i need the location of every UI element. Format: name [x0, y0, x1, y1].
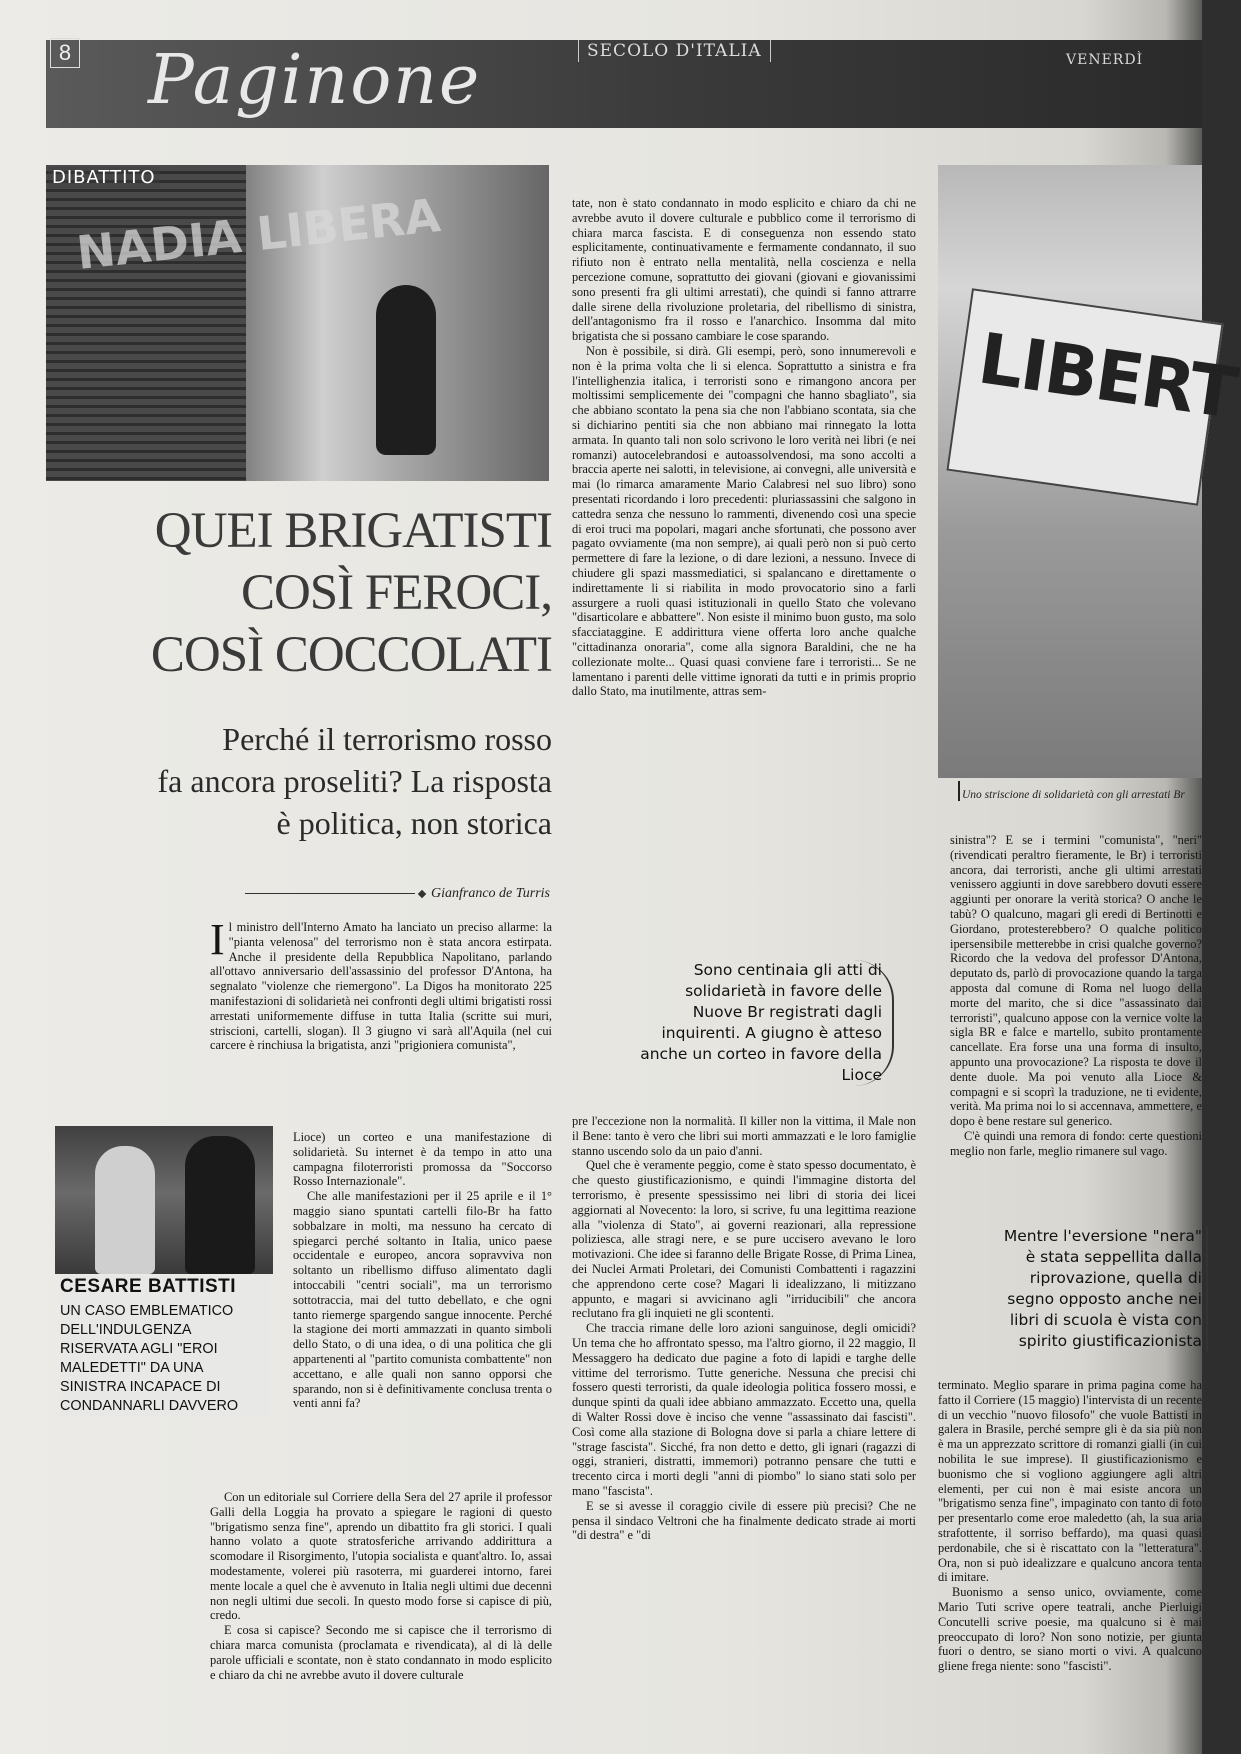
subhead-line: è politica, non storica [276, 805, 552, 841]
article-column-3-top [950, 833, 1202, 1158]
banner-photo [938, 165, 1241, 778]
publication-name: SECOLO D'ITALIA [578, 40, 771, 62]
article-paragraph: Lioce) un corteo e una manifestazione di solidarietà. Su internet è da tempo in atto una campagna filoterroristi promossa da "Soccorso Rosso Internazionale". [293, 1130, 552, 1189]
battisti-photo [55, 1126, 273, 1274]
drop-cap: I [210, 915, 225, 964]
pullquote-solidarity: Sono centinaia gli atti di solidarietà in favore delle Nuove Br registrati dagli inquirenti. A giugno è atteso anche un corteo in favore della Lioce [640, 960, 894, 1086]
street-photo [46, 165, 549, 481]
article-paragraph: Non è possibile, si dirà. Gli esempi, però, sono innumerevoli e non è la prima volta che li si elenca. Soprattutto a sinistra e fra l'intellighenzia italica, i terroristi sono e rimangono ancora per moltissimi semplicemente dei "compagni che hanno sbagliato", sia che abbiano scontato la pena sia che non l'abbiano scontata, sia che si dichiarino pentiti sia che non abbiano mai rinnegato la lotta armata. In quanto tali non solo scrivono le loro verità nei libri (e nei romanzi) autocelebrandosi e autoassolvendosi, ma sono accolti a braccia aperte nei salotti, in televisione, ai convegni, alle università e mai (lo rimarca amaramente Mario Calabresi nel suo libro) sono presentati ricordando i loro precedenti: pluriassassini che salgono in cattedra senza che nessuno lo rammenti, divenendo così una specie di eroi truci ma popolari, magari anche sfortunati, che possono aver pagato ovviamente (ma non sempre), ai quali però non si può certo permettere di fare la lezione, o di dare lezioni, a nessuno. Invece di chiudere gli spazi massmediatici, si spalancano e direttamente o indirettamente li si riabilita in modo provocatorio sino a farli assurgere a ruoli quasi istituzionali in quello Stato che volevano "disarticolare e abbattere". Non esiste il minimo buon gusto, ma solo sfacciataggine. E addirittura viene offerta loro anche qualche "cittadinanza onoraria", come alla signora Baraldini, che ne ha collezionate molte... Quasi quasi conviene fare i terroristi... Se ne lamentano i parenti delle vittime ignorati da tutti e in primis proprio dallo Stato, ma inutilmente, attras sem- [572, 343, 916, 699]
article-paragraph: E se si avesse il coraggio civile di essere più precisi? Che ne pensa il sindaco Veltroni che ha finalmente dedicato strade ai morti "di destra" e "di [572, 1498, 916, 1543]
inset-caption-body: UN CASO EMBLEMATICO DELL'INDULGENZA RISERVATA AGLI "EROI MALEDETTI" DA UNA SINISTRA INCAPACE DI CONDANNARLI DAVVERO [60, 1303, 239, 1414]
article-column-1-bottom [210, 1490, 552, 1754]
subhead-line: Perché il terrorismo rosso [222, 721, 552, 757]
article-paragraph: tate, non è stato condannato in modo esplicito e chiaro da chi ne avrebbe avuto il dovere culturale e pubblico come il terrorismo di chiara marca fascista. E di conseguenza non essendo stato esplicitamente, continuativamente e fermamente condannato, il suo rifiuto non è entrato nella mentalità, nella coscienza e nella percezione comune, soprattutto dei giovani (giovani e giovanissimi sono presenti fra gli ultimi arrestati), che quindi si fanno attrarre dalle sirene della rivoluzione proletaria, del ribellismo di sinistra, dell'antagonismo fra il rosso e l'anarchico. Insomma dal mito brigatista che si possano cambiare le cose sparando. [572, 196, 916, 344]
article-paragraph: Che traccia rimane delle loro azioni sanguinose, degli omicidi? Un tema che ho affrontato spesso, ma l'altro giorno, il 22 maggio, Il Messaggero ha dedicato due pagine a foto di lapidi e targhe delle vittime del terrorismo. Tutte generiche. Nessuna che precisi chi fossero questi terroristi, da quale ideologia politica fossero mossi, e dunque spinti da quali idee abbiano ammazzato. Eccetto una, quella di Walter Rossi dove è inciso che venne "assassinato dai fascisti". Così come alla stazione di Bologna dove si parla a chiare lettere di "strage fascista". Sicché, fra non detto e detto, gli ignari (ragazzi di oggi, stranieri, distratti, immemori) potranno pensare che tutti e trecento circa i morti degli "anni di piombo" lo siano stati solo per mano "fascista". [572, 1321, 916, 1498]
headline [46, 500, 552, 686]
article-paragraph: Con un editoriale sul Corriere della Sera del 27 aprile il professor Galli della Loggia ha provato a spiegare le ragioni di questo "brigatismo senza fine", aprendo un dibattito fra gli storici. I quali hanno volato a quote stratosferiche arrivando addirittura a scomodare il Risorgimento, l'utopia socialista e quant'altro. Io, assai modestamente, volerei più rasoterra, mi guarderei intorno, farei mente locale a quel che è avvenuto in Italia negli ultimi due decenni non negli ultimi due secoli. In questo modo forse si capisce di più, credo. [210, 1490, 552, 1623]
headline-line: COSÌ COCCOLATI [150, 627, 552, 683]
article-paragraph: Quel che è veramente peggio, come è stato spesso documentato, è che questo giustificazionismo, e quindi l'immagine distorta del terrorismo, è presente spessissimo nei libri di storia dei licei aggiornati al Novecento: la loro, si scrive, fu una legittima reazione alla "violenza di Stato", ai governi reazionari, alla repressione poliziesca, alle stragi nere, e se pure uccisero avevano le loro motivazioni. Che idee si faranno delle Brigate Rosse, di Prima Linea, dei Nuclei Armati Proletari, dei Comunisti Combattenti i ragazzini che apprendono certe cose? Magari li idealizzano, li mitizzano appunto, e magari si avvicinano agli "irriducibili" che ancora reclutano fra gli inquieti ne gli scontenti. [572, 1158, 916, 1321]
article-column-3-bottom [938, 1378, 1202, 1754]
article-paragraph: sinistra"? E se i termini "comunista", "neri" (rivendicati peraltro fieramente, le Br) i terroristi ancora, dai terroristi, anche gli ultimi arrestati venissero aggiunti in dove sarebbero dovuti essere aggiunti per onorare la verità storica? O anche le tabù? O qualcuno, magari gli eredi di Bertinotti e Giordano, protesterebbero? O qualche politico ipersensibile metterebbe in crisi qualche governo? Ricordo che la vedova del professor D'Antona, deputato ds, parlò di provocazione quando la targa apposta dal comune di Roma nel luogo della morte del marito, che si dice "assassinato dai terroristi", qualcuno appose con la vernice volte la sigla BR e falce e martello, subito prontamente cancellate. Era forse una una forma di insulto, appunto una provocazione? La risposta te dove il dente duole. Ma poi venuto alla Lioce & compagni e si scoprì la traduzione, ne ti evidente, verità. Ma prima noi lo si accennava, ammettere, e dopo è bene restare sul generico. [950, 833, 1202, 1129]
diamond-icon [418, 890, 426, 898]
article-column-1-middle [293, 1130, 552, 1490]
byline [210, 886, 550, 902]
person-figure [95, 1146, 155, 1274]
article-paragraph: terminato. Meglio sparare in prima pagina come ha fatto il Corriere (15 maggio) l'intervista di un recente di un vecchio "nuovo filosofo" che vuole Battisti in galera in Brasile, perché sempre gli è da sia più non è ma un apprezzato scrittore di romanzi gialli (in cui nobilita le sue imprese). Il giustificazionismo e buonismo che si vogliono aggiungere agli altri elementi, per cui non è mai esiste ancora un "brigatismo senza fine", impaginato con tanto di foto per presentarlo come eroe maledetto (ah, la sua aria strafottente, il sorriso beffardo), ma quasi quasi perdonabile, che si è riscattato con la "letteratura". Ora, non si può idealizzare e qualcuno ancora tenta di imitare. [938, 1378, 1202, 1585]
subheadline [46, 718, 552, 844]
officer-figure [185, 1136, 255, 1274]
article-paragraph: Buonismo a senso unico, ovviamente, come Mario Tuti scrive opere teatrali, anche Pierluigi Concutelli scrive poesie, ma qualcuno si è mai preoccupato di loro? Non sono notizie, per giunta fuori o dentro, se siano morti o vivi. A qualcuno gliene frega niente: sono "fascisti". [938, 1585, 1202, 1674]
article-paragraph: Che alle manifestazioni per il 25 aprile e il 1° maggio siano spuntati cartelli filo-Br ha fatto sobbalzare in molti, ma nessuno ha cercato di spiegarci perché soltanto in Italia, unico paese occidentale e europeo, ancora sopravviva non soltanto un ribellismo diffuso alimentato dagli intoccabili "centri sociali", ma un terrorismo sottotraccia, mai del tutto debellato, e che ogni tanto riemerge spargendo sangue innocente. Perché la stagione dei morti ammazzati in quanto simboli dello Stato, o di una idea, o di una politica che gli appartenenti al "partito comunista combattente" non accettano, e alle quali non sanno opporsi che sparando, non si è definitivamente conclusa trenta o venti anni fa? [293, 1189, 552, 1411]
article-column-2-top [572, 196, 916, 936]
issue-date: VENERDÌ [1066, 52, 1144, 68]
headline-line: COSÌ FEROCI, [240, 565, 552, 621]
article-paragraph: l ministro dell'Interno Amato ha lanciato un preciso allarme: la "pianta velenosa" del terrorismo non è stata ancora estirpata. Anche il presidente della Repubblica Napolitano, parlando all'ottavo anniversario dell'assassinio del professor D'Antona, ha segnalato "violenze che riemergono". La Digos ha monitorato 225 manifestazioni di solidarietà nei confronti degli ultimi brigatisti rossi arrestati uniformemente diffuse in tutta Italia (scritte sui muri, striscioni, cartelli, slogan). Il 3 giugno vi sarà all'Aquila (nel cui carcere è rinchiusa la brigatista, anzi "prigioniera comunista", [210, 920, 552, 1053]
article-paragraph: pre l'eccezione non la normalità. Il killer non la vittima, il Male non il Bene: tanto è vero che libri sui morti ammazzati e le loro famiglie stanno uscendo solo da un paio d'anni. [572, 1114, 916, 1158]
pullquote-eversione: Mentre l'eversione "nera" è stata seppellita dalla riprovazione, quella di segno opposto anche nei libri di scuola è vista con spirito giustificazionista [990, 1226, 1208, 1352]
banner-text: LIBERT [973, 317, 1241, 435]
subhead-line: fa ancora proseliti? La risposta [157, 763, 552, 799]
article-paragraph: E cosa si capisce? Secondo me si capisce che il terrorismo di chiara marca comunista (proclamata e rivendicata), al di là delle parole ufficiali e scontate, non è stato condannato in modo esplicito e chiaro da chi ne avrebbe avuto il dovere culturale [210, 1623, 552, 1682]
section-name: Paginone [148, 41, 482, 120]
inset-caption-title: CESARE BATTISTI [60, 1276, 237, 1297]
section-tag: DIBATTITO [48, 167, 160, 188]
photo-caption: Uno striscione di solidarietà con gli arrestati Br [962, 789, 1185, 801]
article-column-2-bottom [572, 1114, 916, 1754]
byline-rule [245, 893, 415, 894]
article-column-1-top [210, 915, 552, 1130]
inset-caption [60, 1276, 270, 1416]
walking-person [376, 285, 436, 455]
photo-graffiti: NADIA LIBERA [74, 188, 443, 280]
page-number: 8 [50, 38, 80, 68]
caption-bar [958, 781, 960, 801]
author-name: Gianfranco de Turris [430, 886, 550, 901]
article-paragraph: C'è quindi una remora di fondo: certe questioni meglio non farle, meglio rimanere sul vago. [950, 1128, 1202, 1158]
headline-line: QUEI BRIGATISTI [154, 503, 552, 559]
